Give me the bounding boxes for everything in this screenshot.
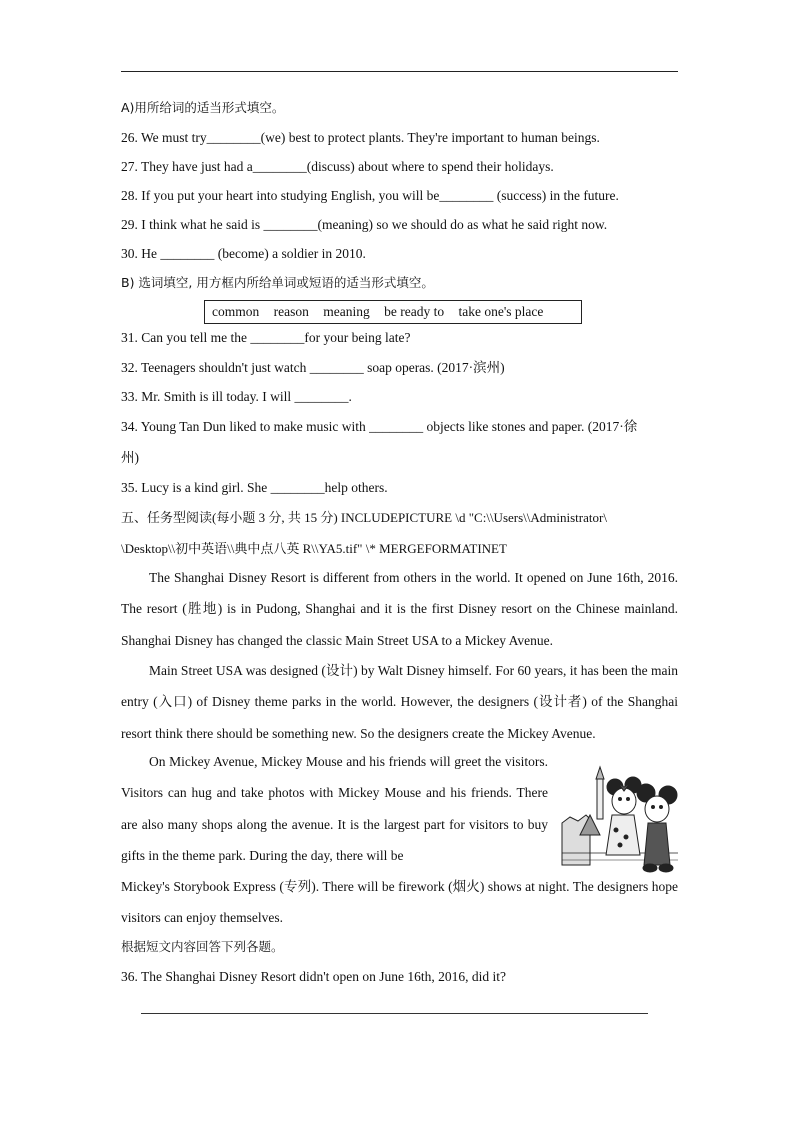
word-box: [204, 300, 582, 324]
question-33: 33. Mr. Smith is ill today. I will ________.: [121, 389, 352, 404]
part-a-heading: A)用所给词的适当形式填空。: [121, 100, 285, 115]
mickey-minnie-illustration: [560, 765, 678, 875]
top-rule: [121, 71, 678, 72]
question-26: 26. We must try________(we) best to protect plants. They're important to human beings.: [121, 130, 600, 145]
word-box-item: take one's place: [458, 304, 544, 319]
question-30: 30. He ________ (become) a soldier in 2010.: [121, 246, 366, 261]
question-35: 35. Lucy is a kind girl. She ________help others.: [121, 480, 388, 495]
word-box-item: reason: [273, 304, 309, 319]
question-29: 29. I think what he said is ________(meaning) so we should do as what he said right now.: [121, 217, 608, 232]
passage-paragraph-3-cont: Mickey's Storybook Express (专列). There will be firework (烟火) shows at night. The designers hope visitors can enjoy themselves.: [121, 879, 678, 926]
question-31: 31. Can you tell me the ________for your being late?: [121, 330, 411, 345]
question-32: 32. Teenagers shouldn't just watch ________ soap operas. (2017·滨州): [121, 360, 505, 375]
section5-heading: 五、任务型阅读(每小题 3 分, 共 15 分) INCLUDEPICTURE \d "C:\\Users\\Administrator\: [121, 510, 607, 525]
instruction: 根据短文内容回答下列各题。: [121, 939, 284, 954]
question-28: 28. If you put your heart into studying English, you will be________ (success) in the future.: [121, 188, 619, 203]
question-34: 34. Young Tan Dun liked to make music with ________ objects like stones and paper. (2017·徐: [121, 419, 638, 434]
word-box-item: meaning: [323, 304, 370, 319]
section5-heading-cont: \Desktop\\初中英语\\典中点八英 R\\YA5.tif" \* MERGEFORMATINET: [121, 541, 507, 556]
passage-paragraph-2: Main Street USA was designed (设计) by Walt Disney himself. For 60 years, it has been the main entry (入口) of Disney theme parks in the world. However, the designers (设计者) of the Shanghai resort think there should be something new. So the designers create the Mickey Avenue.: [121, 663, 678, 741]
word-box-item: common: [212, 304, 260, 319]
question-27: 27. They have just had a________(discuss) about where to spend their holidays.: [121, 159, 554, 174]
part-b-heading: B) 选词填空, 用方框内所给单词或短语的适当形式填空。: [121, 275, 434, 290]
passage-paragraph-3: On Mickey Avenue, Mickey Mouse and his friends will greet the visitors. Visitors can hug and take photos with Mickey Mouse and his friends. There are also many shops along the avenue. It is the largest part for visitors to buy gifts in the theme park. During the day, there will be: [121, 754, 548, 864]
word-box-item: be ready to: [384, 304, 445, 319]
answer-line: [141, 1013, 648, 1014]
passage-paragraph-1: The Shanghai Disney Resort is different from others in the world. It opened on June 16th, 2016. The resort (胜地) is in Pudong, Shanghai and it is the first Disney resort on the Chinese mainland. Shanghai Disney has changed the classic Main Street USA to a Mickey Avenue.: [121, 570, 678, 648]
question-36: 36. The Shanghai Disney Resort didn't open on June 16th, 2016, did it?: [121, 969, 507, 984]
question-34-cont: 州): [121, 450, 139, 465]
